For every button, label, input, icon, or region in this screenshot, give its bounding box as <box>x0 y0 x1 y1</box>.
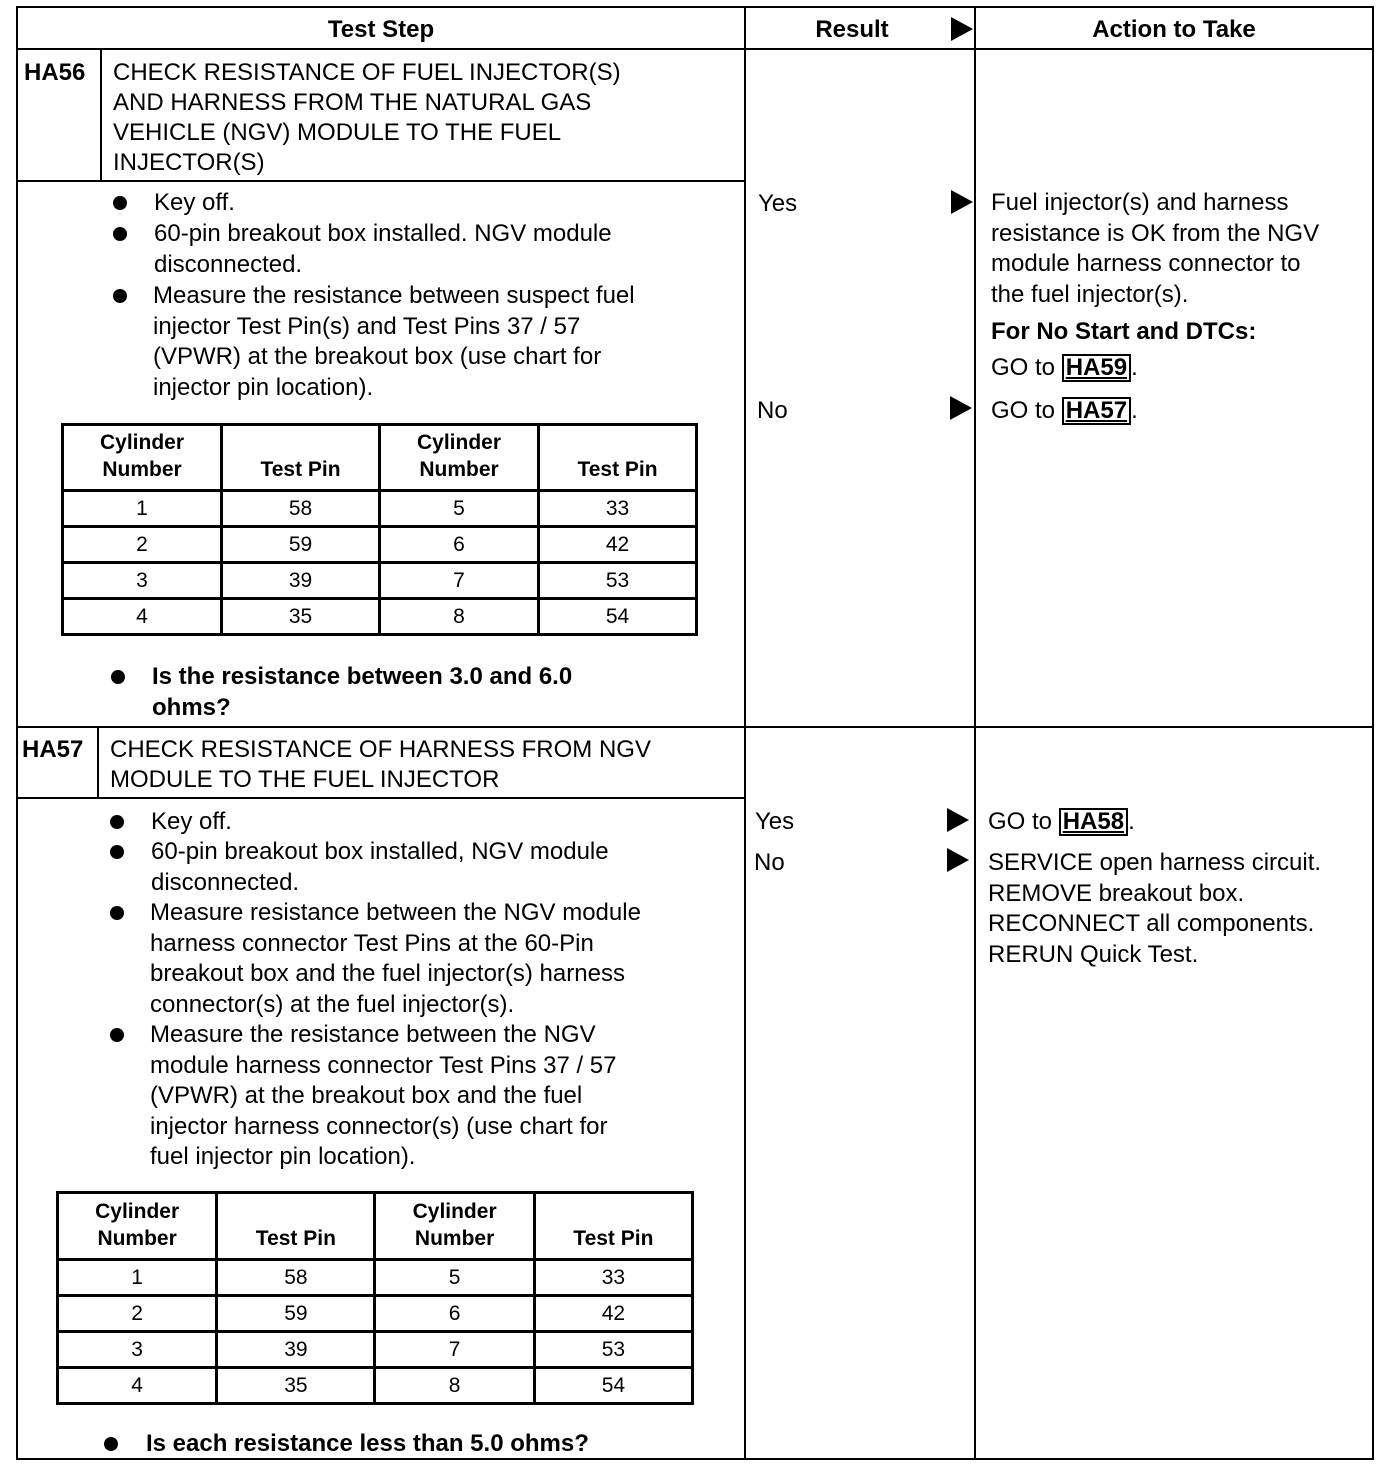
question-ha56: Is the resistance between 3.0 and 6.0 ohms? <box>152 663 573 721</box>
bullet-item: Measure the resistance between suspect fuel injector Test Pin(s) and Test Pins 37 / 57 (VPWR) at the breakout box (use chart for injector pin location). <box>153 282 635 401</box>
col-header-cylinder: Cylinder Number <box>58 1193 217 1260</box>
bullet-icon <box>113 196 127 210</box>
result-arrow-icon <box>947 848 969 872</box>
col-header-test-pin: Test Pin <box>539 425 697 491</box>
col-header-test-pin: Test Pin <box>534 1193 692 1260</box>
header-result: Result <box>815 16 889 43</box>
table-row: 1 58 5 33 <box>58 1260 693 1296</box>
result-arrow-icon <box>951 190 973 214</box>
table-row: 2 59 6 42 <box>58 1296 693 1332</box>
table-row: 2 59 6 42 <box>63 527 697 563</box>
result-arrow-icon <box>950 396 972 420</box>
step-id-ha57: HA57 <box>22 736 84 763</box>
result-arrow-icon <box>947 808 969 832</box>
action-yes-bold-ha56: For No Start and DTCs: <box>991 318 1257 345</box>
bullet-item: 60-pin breakout box installed. NGV module disconnected. <box>154 220 612 278</box>
bullet-icon <box>104 1437 118 1451</box>
bullet-icon <box>111 670 125 684</box>
bullet-item: Measure resistance between the NGV module harness connector Test Pins at the 60-Pin breakout box and the fuel injector(s) harness connector(s) at the fuel injector(s). <box>150 899 641 1018</box>
result-no-ha57: No <box>754 849 785 876</box>
col-header-cylinder: Cylinder Number <box>375 1193 534 1260</box>
bullet-icon <box>113 227 127 241</box>
goto-ha59: GO to HA59 . <box>991 354 1138 381</box>
pin-chart-ha56 <box>61 423 698 636</box>
step-title-rule-ha56 <box>16 180 746 182</box>
header-test-step: Test Step <box>327 16 435 43</box>
ref-link-ha57[interactable]: HA57 <box>1062 397 1131 425</box>
bullet-icon <box>110 1028 124 1042</box>
col-header-test-pin: Test Pin <box>217 1193 375 1260</box>
bullet-item: 60-pin breakout box installed, NGV module disconnected. <box>151 838 609 896</box>
bullet-icon <box>113 289 127 303</box>
ref-link-ha59[interactable]: HA59 <box>1062 354 1131 382</box>
action-no-ha57: SERVICE open harness circuit. REMOVE breakout box. RECONNECT all components. RERUN Quick Test. <box>988 849 1322 968</box>
ref-link-ha58[interactable]: HA58 <box>1059 808 1128 836</box>
column-divider-result <box>744 6 746 1460</box>
table-row: 1 58 5 33 <box>63 491 697 527</box>
step-title-rule-ha57 <box>16 797 746 799</box>
col-header-test-pin: Test Pin <box>222 425 380 491</box>
bullet-item: Key off. <box>151 808 232 835</box>
header-rule <box>16 48 1374 50</box>
bullet-icon <box>110 906 124 920</box>
step-divider <box>16 726 1374 728</box>
header-arrow-icon <box>951 17 973 41</box>
col-header-cylinder: Cylinder Number <box>63 425 222 491</box>
result-no-ha56: No <box>757 397 788 424</box>
result-yes-ha57: Yes <box>755 808 795 835</box>
result-yes-ha56: Yes <box>758 190 798 217</box>
table-row: 3 39 7 53 <box>63 563 697 599</box>
bullet-item: Measure the resistance between the NGV module harness connector Test Pins 37 / 57 (VPWR) at the breakout box and the fuel injector harness connector(s) (use chart for fuel injector pin location). <box>150 1021 617 1171</box>
action-yes-ha56: Fuel injector(s) and harness resistance is OK from the NGV module harness connector to the fuel injector(s). <box>991 189 1320 308</box>
step-id-divider-ha57 <box>97 726 99 798</box>
step-id-divider-ha56 <box>100 48 102 182</box>
goto-ha57: GO to HA57 . <box>991 397 1138 424</box>
col-header-cylinder: Cylinder Number <box>379 425 538 491</box>
bullet-item: Key off. <box>154 189 235 216</box>
column-divider-action <box>974 6 976 1460</box>
goto-ha58: GO to HA58 . <box>988 808 1135 835</box>
table-row: 3 39 7 53 <box>58 1332 693 1368</box>
step-id-ha56: HA56 <box>24 59 86 86</box>
header-action: Action to Take <box>1092 16 1256 43</box>
table-row: 4 35 8 54 <box>63 599 697 635</box>
bullet-icon <box>110 815 124 829</box>
pin-chart-ha57 <box>56 1191 694 1405</box>
table-row: 4 35 8 54 <box>58 1368 693 1404</box>
bullet-icon <box>110 845 124 859</box>
question-ha57: Is each resistance less than 5.0 ohms? <box>146 1430 589 1457</box>
